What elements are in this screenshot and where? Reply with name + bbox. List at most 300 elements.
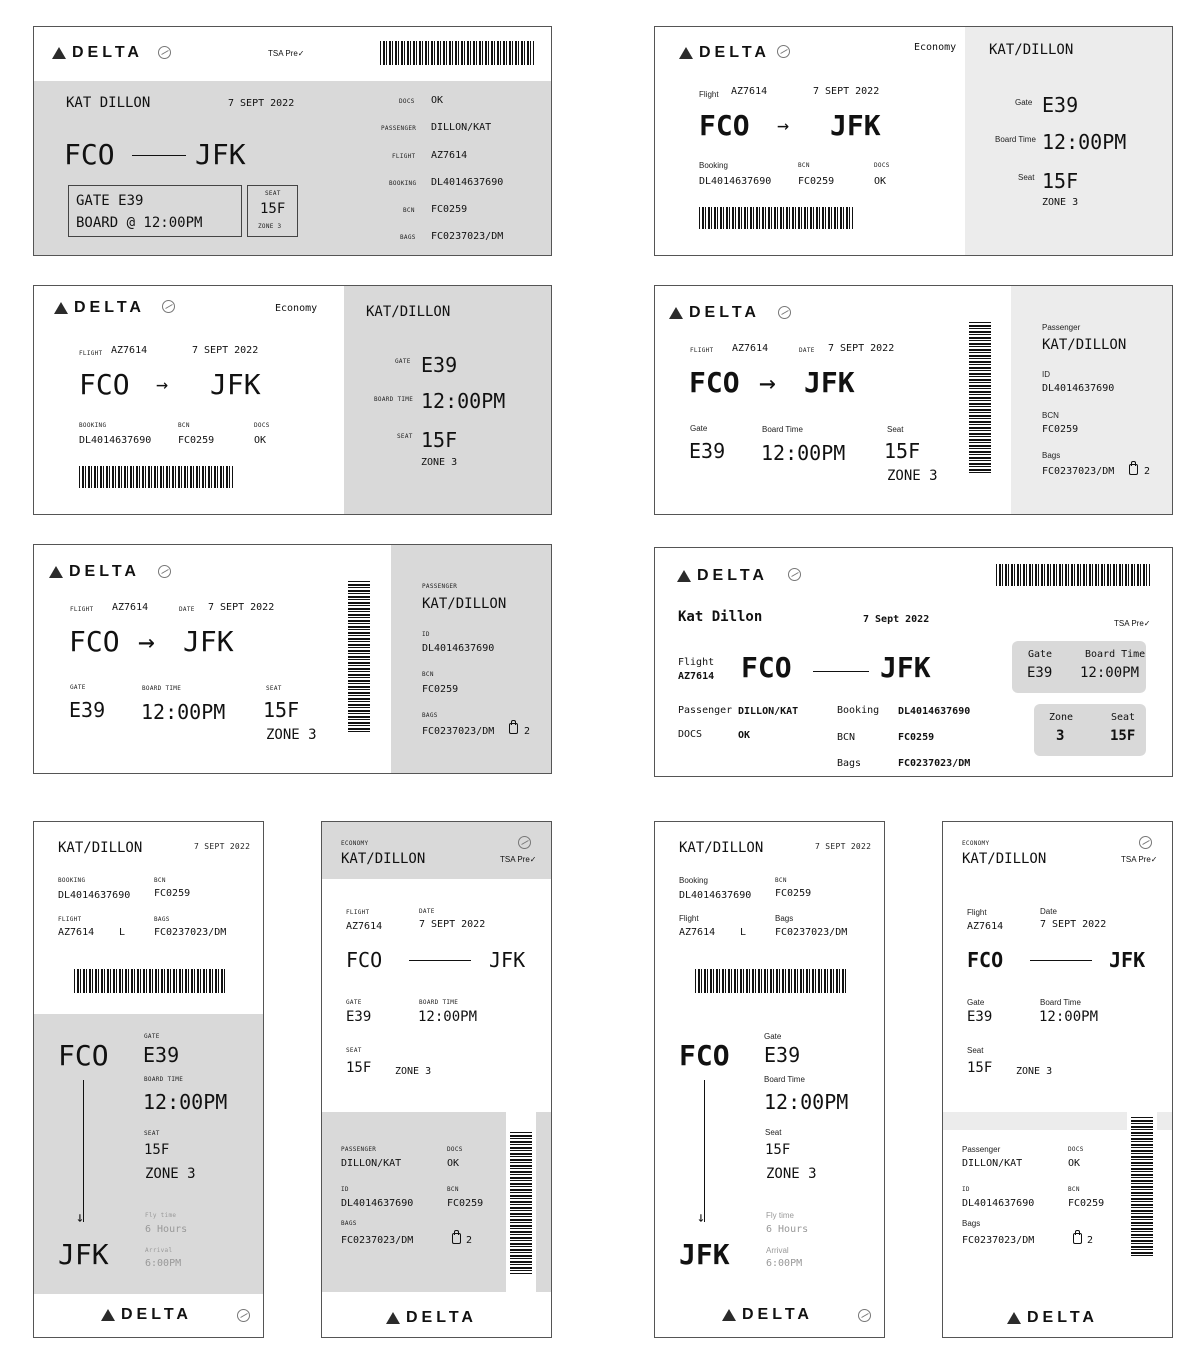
zone-value: ZONE 3 bbox=[258, 223, 282, 230]
gate-label: Gate bbox=[764, 1032, 782, 1041]
booking-label: Booking bbox=[699, 161, 728, 170]
booking-label: BOOKING bbox=[389, 180, 417, 187]
bags-value: FC0237023/DM bbox=[341, 1235, 414, 1246]
boarding-pass-10 bbox=[942, 821, 1173, 1338]
docs-label: DOCS bbox=[254, 422, 270, 429]
origin-code: FCO bbox=[69, 625, 120, 658]
destination-code: JFK bbox=[679, 1238, 730, 1271]
flight-date: 7 SEPT 2022 bbox=[813, 86, 880, 97]
gate-value: E39 bbox=[689, 439, 726, 463]
board-time-label: BOARD TIME bbox=[142, 685, 182, 692]
airline-seal-icon bbox=[858, 1309, 871, 1322]
delta-logo: DELTA bbox=[101, 1306, 192, 1324]
booking-label: Booking bbox=[679, 876, 708, 885]
gate-label: GATE bbox=[395, 358, 411, 365]
bcn-label: BCN bbox=[798, 162, 810, 169]
airline-seal-icon bbox=[237, 1309, 250, 1322]
delta-logo: DELTA bbox=[52, 44, 143, 62]
stub-panel bbox=[1011, 286, 1173, 515]
flight-value: AZ7614 bbox=[967, 921, 1004, 932]
bag-icon bbox=[1129, 464, 1138, 475]
delta-triangle-icon bbox=[101, 1309, 115, 1321]
delta-triangle-icon bbox=[52, 47, 66, 59]
destination-code: JFK bbox=[804, 366, 855, 399]
gate-label: Gate bbox=[1028, 649, 1053, 660]
flight-label: FLIGHT bbox=[58, 916, 82, 923]
board-time-value: 12:00PM bbox=[761, 441, 846, 465]
booking-value: DL4014637690 bbox=[431, 177, 504, 188]
passenger-name: KAT/DILLON bbox=[989, 42, 1074, 58]
seat-value: 15F bbox=[1042, 169, 1079, 193]
fly-time-value: 6 Hours bbox=[145, 1224, 188, 1235]
gate-value: E39 bbox=[143, 1043, 180, 1067]
flight-value: AZ7614 bbox=[678, 671, 715, 682]
bags-value: FC0237023/DM bbox=[431, 231, 504, 242]
seat-label: SEAT bbox=[346, 1047, 362, 1054]
flight-label: FLIGHT bbox=[392, 153, 416, 160]
seat-value: 15F bbox=[1110, 728, 1136, 744]
bcn-label: BCN bbox=[837, 732, 856, 743]
route-arrow: → bbox=[138, 625, 155, 658]
seat-value: 15F bbox=[260, 201, 286, 217]
board-line: BOARD @ 12:00PM bbox=[76, 215, 203, 231]
passenger-label: Passenger bbox=[1042, 323, 1081, 332]
seat-label: SEAT bbox=[144, 1130, 160, 1137]
boarding-pass-3 bbox=[33, 285, 552, 515]
passenger-name: Kat Dillon bbox=[678, 609, 763, 625]
route-arrow bbox=[132, 155, 186, 156]
zone-value: ZONE 3 bbox=[145, 1166, 196, 1182]
destination-code: JFK bbox=[489, 948, 526, 972]
bags-label: Bags bbox=[1042, 451, 1061, 460]
seat-value: 15F bbox=[884, 439, 921, 463]
booking-value: DL4014637690 bbox=[58, 890, 131, 901]
delta-logo: DELTA bbox=[386, 1309, 477, 1327]
passenger-label: Passenger bbox=[678, 705, 733, 716]
bags-label: Bags bbox=[837, 758, 862, 769]
id-value: DL4014637690 bbox=[1042, 383, 1115, 394]
bag-count: 2 bbox=[1144, 466, 1151, 477]
flight-value: AZ7614 bbox=[731, 86, 768, 97]
fare-class: L bbox=[740, 927, 747, 938]
gate-label: Gate bbox=[690, 424, 708, 433]
docs-value: OK bbox=[254, 435, 267, 446]
zone-value: ZONE 3 bbox=[395, 1066, 432, 1077]
destination-code: JFK bbox=[58, 1238, 109, 1271]
delta-logo: DELTA bbox=[722, 1306, 813, 1324]
route-arrow: → bbox=[777, 113, 790, 137]
seat-label: Seat bbox=[1111, 712, 1136, 723]
docs-label: DOCS bbox=[874, 162, 890, 169]
flight-value: AZ7614 bbox=[112, 602, 149, 613]
flight-date: 7 SEPT 2022 bbox=[419, 919, 486, 930]
bcn-label: BCN bbox=[154, 877, 166, 884]
board-time-label: Board Time bbox=[1040, 998, 1081, 1007]
flight-date: 7 SEPT 2022 bbox=[228, 98, 295, 109]
bcn-value: FC0259 bbox=[1068, 1198, 1105, 1209]
seat-value: 15F bbox=[346, 1060, 372, 1076]
delta-logo: DELTA bbox=[1007, 1309, 1098, 1327]
bcn-value: FC0259 bbox=[431, 204, 468, 215]
delta-triangle-icon bbox=[386, 1312, 400, 1324]
passenger-name: KAT/DILLON bbox=[341, 851, 426, 867]
passenger-value: DILLON/KAT bbox=[738, 706, 799, 717]
barcode bbox=[79, 466, 233, 488]
seat-value: 15F bbox=[967, 1060, 993, 1076]
bags-value: FC0237023/DM bbox=[422, 726, 495, 737]
flight-value: AZ7614 bbox=[346, 921, 383, 932]
booking-value: DL4014637690 bbox=[79, 435, 152, 446]
bcn-value: FC0259 bbox=[1042, 424, 1079, 435]
seat-value: 15F bbox=[263, 698, 300, 722]
origin-code: FCO bbox=[679, 1039, 730, 1072]
bags-label: BAGS bbox=[400, 234, 416, 241]
id-label: ID bbox=[422, 631, 430, 638]
zone-value: 3 bbox=[1056, 728, 1065, 744]
passenger-name: KAT/DILLON bbox=[679, 840, 764, 856]
bcn-value: FC0259 bbox=[154, 888, 191, 899]
flight-value: AZ7614 bbox=[732, 343, 769, 354]
fly-time-label: Fly time bbox=[766, 1211, 794, 1220]
docs-value: OK bbox=[874, 176, 887, 187]
flight-label: Flight bbox=[699, 90, 719, 99]
airline-seal-icon bbox=[518, 836, 531, 849]
tsa-precheck-badge: TSA Pre✓ bbox=[500, 855, 537, 864]
bcn-value: FC0259 bbox=[422, 684, 459, 695]
zone-value: ZONE 3 bbox=[266, 727, 317, 743]
route-arrow bbox=[813, 671, 869, 672]
bags-value: FC0237023/DM bbox=[154, 927, 227, 938]
barcode bbox=[348, 581, 370, 734]
origin-code: FCO bbox=[967, 948, 1004, 972]
bag-count: 2 bbox=[1087, 1235, 1094, 1246]
booking-value: DL4014637690 bbox=[898, 706, 971, 717]
seat-value: 15F bbox=[421, 428, 458, 452]
gate-label: GATE bbox=[70, 684, 86, 691]
airline-seal-icon bbox=[788, 568, 801, 581]
airline-seal-icon bbox=[158, 46, 171, 59]
booking-label: BOOKING bbox=[58, 877, 86, 884]
bcn-label: BCN bbox=[447, 1186, 459, 1193]
board-time-label: Board Time bbox=[1085, 649, 1146, 660]
origin-code: FCO bbox=[741, 651, 792, 684]
origin-code: FCO bbox=[79, 368, 130, 401]
docs-value: OK bbox=[447, 1158, 460, 1169]
zone-value: ZONE 3 bbox=[887, 468, 938, 484]
route-arrow: → bbox=[156, 372, 169, 396]
arrival-label: Arrival bbox=[766, 1246, 789, 1255]
bcn-label: BCN bbox=[1068, 1186, 1080, 1193]
id-value: DL4014637690 bbox=[422, 643, 495, 654]
flight-date: 7 SEPT 2022 bbox=[828, 343, 895, 354]
destination-code: JFK bbox=[1109, 948, 1146, 972]
bags-value: FC0237023/DM bbox=[775, 927, 848, 938]
bags-value: FC0237023/DM bbox=[898, 758, 971, 769]
flight-label: FLIGHT bbox=[346, 909, 370, 916]
bcn-value: FC0259 bbox=[798, 176, 835, 187]
delta-triangle-icon bbox=[679, 47, 693, 59]
flight-value: AZ7614 bbox=[111, 345, 148, 356]
flight-value: AZ7614 bbox=[58, 927, 95, 938]
bag-count: 2 bbox=[524, 726, 531, 737]
board-time-value: 12:00PM bbox=[141, 700, 226, 724]
bcn-label: BCN bbox=[178, 422, 190, 429]
class-label: ECONOMY bbox=[341, 840, 369, 847]
gate-value: E39 bbox=[967, 1009, 993, 1025]
tsa-precheck-badge: TSA Pre✓ bbox=[1121, 855, 1158, 864]
date-label: DATE bbox=[799, 347, 815, 354]
bcn-label: BCN bbox=[775, 877, 787, 884]
barcode bbox=[510, 1132, 532, 1274]
booking-value: DL4014637690 bbox=[679, 890, 752, 901]
barcode bbox=[699, 207, 853, 229]
flight-label: Flight bbox=[967, 908, 987, 917]
airline-seal-icon bbox=[778, 306, 791, 319]
destination-code: JFK bbox=[830, 109, 881, 142]
board-time-label: BOARD TIME bbox=[419, 999, 459, 1006]
delta-logo: DELTA bbox=[677, 567, 768, 585]
bags-value: FC0237023/DM bbox=[962, 1235, 1035, 1246]
fly-time-label: Fly time bbox=[145, 1212, 177, 1219]
barcode bbox=[695, 969, 848, 993]
boarding-pass-6 bbox=[654, 547, 1173, 777]
class-label: Economy bbox=[275, 303, 318, 314]
board-time-value: 12:00PM bbox=[764, 1090, 849, 1114]
delta-logo: DELTA bbox=[669, 304, 760, 322]
seat-value: 15F bbox=[765, 1142, 791, 1158]
bags-value: FC0237023/DM bbox=[1042, 466, 1115, 477]
zone-value: ZONE 3 bbox=[1016, 1066, 1053, 1077]
passenger-name: KAT DILLON bbox=[66, 95, 151, 111]
boarding-pass-5 bbox=[33, 544, 552, 774]
flight-label: FLIGHT bbox=[70, 606, 94, 613]
passenger-label: PASSENGER bbox=[341, 1146, 377, 1153]
fly-time-value: 6 Hours bbox=[766, 1224, 809, 1235]
class-label: Economy bbox=[914, 42, 957, 53]
route-arrow bbox=[409, 960, 471, 961]
gate-label: Gate bbox=[967, 998, 985, 1007]
boarding-pass-7 bbox=[33, 821, 264, 1338]
flight-date: 7 SEPT 2022 bbox=[194, 842, 251, 851]
board-time-value: 12:00PM bbox=[1080, 665, 1140, 681]
passenger-label: PASSENGER bbox=[422, 583, 458, 590]
flight-date: 7 SEPT 2022 bbox=[192, 345, 259, 356]
date-label: DATE bbox=[419, 908, 435, 915]
bcn-value: FC0259 bbox=[898, 732, 935, 743]
boarding-pass-2 bbox=[654, 26, 1173, 256]
arrival-value: 6:00PM bbox=[766, 1258, 803, 1269]
passenger-name: KAT/DILLON bbox=[58, 840, 143, 856]
seat-value: 15F bbox=[144, 1142, 170, 1158]
passenger-value: KAT/DILLON bbox=[1042, 337, 1127, 353]
docs-value: OK bbox=[738, 730, 751, 741]
airline-seal-icon bbox=[1139, 836, 1152, 849]
bags-label: Bags bbox=[962, 1219, 981, 1228]
docs-label: DOCS bbox=[1068, 1146, 1084, 1153]
gate-value: E39 bbox=[69, 698, 106, 722]
bags-label: BAGS bbox=[154, 916, 170, 923]
flight-date: 7 SEPT 2022 bbox=[815, 842, 872, 851]
seat-label: SEAT bbox=[397, 433, 413, 440]
route-arrow-line bbox=[83, 1080, 84, 1222]
passenger-value: DILLON/KAT bbox=[341, 1158, 402, 1169]
gate-value: E39 bbox=[1027, 665, 1053, 681]
delta-triangle-icon bbox=[54, 302, 68, 314]
bags-label: BAGS bbox=[341, 1220, 357, 1227]
passenger-name: KAT/DILLON bbox=[366, 304, 451, 320]
gate-line: GATE E39 bbox=[76, 193, 144, 209]
origin-code: FCO bbox=[64, 138, 115, 171]
passenger-label: Passenger bbox=[962, 1145, 1001, 1154]
board-time-label: Board Time bbox=[995, 135, 1036, 144]
delta-triangle-icon bbox=[49, 566, 63, 578]
delta-triangle-icon bbox=[669, 307, 683, 319]
zone-value: ZONE 3 bbox=[421, 457, 458, 468]
delta-logo: DELTA bbox=[54, 299, 145, 317]
zone-value: ZONE 3 bbox=[1042, 197, 1079, 208]
bcn-label: BCN bbox=[422, 671, 434, 678]
id-label: ID bbox=[341, 1186, 349, 1193]
bags-label: BAGS bbox=[422, 712, 438, 719]
date-label: Date bbox=[1040, 907, 1057, 916]
barcode bbox=[1131, 1117, 1153, 1257]
gate-label: GATE bbox=[144, 1033, 160, 1040]
flight-date: 7 Sept 2022 bbox=[863, 614, 930, 625]
barcode bbox=[380, 41, 534, 65]
docs-label: DOCS bbox=[678, 729, 703, 740]
bag-count: 2 bbox=[466, 1235, 473, 1246]
docs-value: OK bbox=[431, 95, 444, 106]
delta-triangle-icon bbox=[722, 1309, 736, 1321]
gate-label: GATE bbox=[346, 999, 362, 1006]
seat-label: Seat bbox=[887, 425, 904, 434]
stub-panel bbox=[391, 545, 552, 774]
board-time-label: BOARD TIME bbox=[374, 396, 414, 403]
origin-code: FCO bbox=[346, 948, 383, 972]
flight-label: FLIGHT bbox=[79, 350, 103, 357]
destination-code: JFK bbox=[195, 138, 246, 171]
boarding-pass-8 bbox=[321, 821, 552, 1338]
board-time-value: 12:00PM bbox=[421, 389, 506, 413]
boarding-pass-4 bbox=[654, 285, 1173, 515]
passenger-value: KAT/DILLON bbox=[422, 596, 507, 612]
gate-value: E39 bbox=[764, 1043, 801, 1067]
zone-label: Zone bbox=[1049, 712, 1074, 723]
bag-icon bbox=[452, 1233, 461, 1244]
seat-label: SEAT bbox=[265, 190, 281, 197]
arrival-label: Arrival bbox=[145, 1247, 173, 1254]
id-value: DL4014637690 bbox=[341, 1198, 414, 1209]
flight-label: FLIGHT bbox=[690, 347, 714, 354]
route-arrow: → bbox=[72, 1213, 89, 1223]
route-arrow: → bbox=[693, 1213, 710, 1223]
id-label: ID bbox=[1042, 370, 1050, 379]
passenger-name: KAT/DILLON bbox=[962, 851, 1047, 867]
barcode bbox=[74, 969, 227, 993]
route-arrow bbox=[1030, 960, 1092, 961]
gate-value: E39 bbox=[346, 1009, 372, 1025]
boarding-pass-9 bbox=[654, 821, 885, 1338]
fare-class: L bbox=[119, 927, 126, 938]
id-label: ID bbox=[962, 1186, 970, 1193]
delta-triangle-icon bbox=[677, 570, 691, 582]
flight-value: AZ7614 bbox=[679, 927, 716, 938]
id-value: DL4014637690 bbox=[962, 1198, 1035, 1209]
origin-code: FCO bbox=[699, 109, 750, 142]
booking-label: Booking bbox=[837, 705, 880, 716]
docs-label: DOCS bbox=[399, 98, 415, 105]
seat-label: Seat bbox=[1018, 173, 1035, 182]
delta-logo: DELTA bbox=[49, 563, 140, 581]
gate-value: E39 bbox=[1042, 93, 1079, 117]
route-arrow: → bbox=[759, 366, 776, 399]
tsa-precheck-badge: TSA Pre✓ bbox=[1114, 619, 1151, 628]
destination-code: JFK bbox=[183, 625, 234, 658]
booking-label: BOOKING bbox=[79, 422, 107, 429]
board-time-label: Board Time bbox=[764, 1075, 805, 1084]
airline-seal-icon bbox=[777, 45, 790, 58]
seat-label: Seat bbox=[765, 1128, 782, 1137]
bag-icon bbox=[1073, 1233, 1082, 1244]
seat-label: Seat bbox=[967, 1046, 984, 1055]
board-time-label: BOARD TIME bbox=[144, 1076, 184, 1083]
board-time-value: 12:00PM bbox=[143, 1090, 228, 1114]
airline-seal-icon bbox=[158, 565, 171, 578]
bcn-label: BCN bbox=[403, 207, 415, 214]
flight-value: AZ7614 bbox=[431, 150, 468, 161]
flight-label: Flight bbox=[678, 657, 715, 668]
zone-value: ZONE 3 bbox=[766, 1166, 817, 1182]
docs-value: OK bbox=[1068, 1158, 1081, 1169]
docs-label: DOCS bbox=[447, 1146, 463, 1153]
board-time-value: 12:00PM bbox=[1042, 130, 1127, 154]
passenger-value: DILLON/KAT bbox=[431, 122, 492, 133]
gate-label: Gate bbox=[1015, 98, 1033, 107]
destination-code: JFK bbox=[880, 651, 931, 684]
booking-value: DL4014637690 bbox=[699, 176, 772, 187]
flight-label: Flight bbox=[679, 914, 699, 923]
barcode bbox=[969, 322, 991, 475]
seat-label: SEAT bbox=[266, 685, 282, 692]
route-arrow-line bbox=[704, 1080, 705, 1222]
flight-date: 7 SEPT 2022 bbox=[208, 602, 275, 613]
tsa-precheck-badge: TSA Pre✓ bbox=[268, 49, 305, 58]
bags-label: Bags bbox=[775, 914, 794, 923]
bcn-value: FC0259 bbox=[775, 888, 812, 899]
bag-icon bbox=[509, 723, 518, 734]
board-time-value: 12:00PM bbox=[418, 1009, 478, 1025]
class-label: ECONOMY bbox=[962, 840, 990, 847]
barcode bbox=[996, 564, 1150, 586]
bcn-value: FC0259 bbox=[447, 1198, 484, 1209]
boarding-pass-1 bbox=[33, 26, 552, 256]
bcn-value: FC0259 bbox=[178, 435, 215, 446]
airline-seal-icon bbox=[162, 300, 175, 313]
destination-code: JFK bbox=[210, 368, 261, 401]
gate-value: E39 bbox=[421, 353, 458, 377]
board-time-value: 12:00PM bbox=[1039, 1009, 1099, 1025]
arrival-value: 6:00PM bbox=[145, 1258, 182, 1269]
passenger-label: PASSENGER bbox=[381, 125, 417, 132]
delta-logo: DELTA bbox=[679, 44, 770, 62]
bcn-label: BCN bbox=[1042, 411, 1059, 420]
board-time-label: Board Time bbox=[762, 425, 803, 434]
delta-triangle-icon bbox=[1007, 1312, 1021, 1324]
date-label: DATE bbox=[179, 606, 195, 613]
origin-code: FCO bbox=[689, 366, 740, 399]
flight-date: 7 SEPT 2022 bbox=[1040, 919, 1107, 930]
origin-code: FCO bbox=[58, 1039, 109, 1072]
